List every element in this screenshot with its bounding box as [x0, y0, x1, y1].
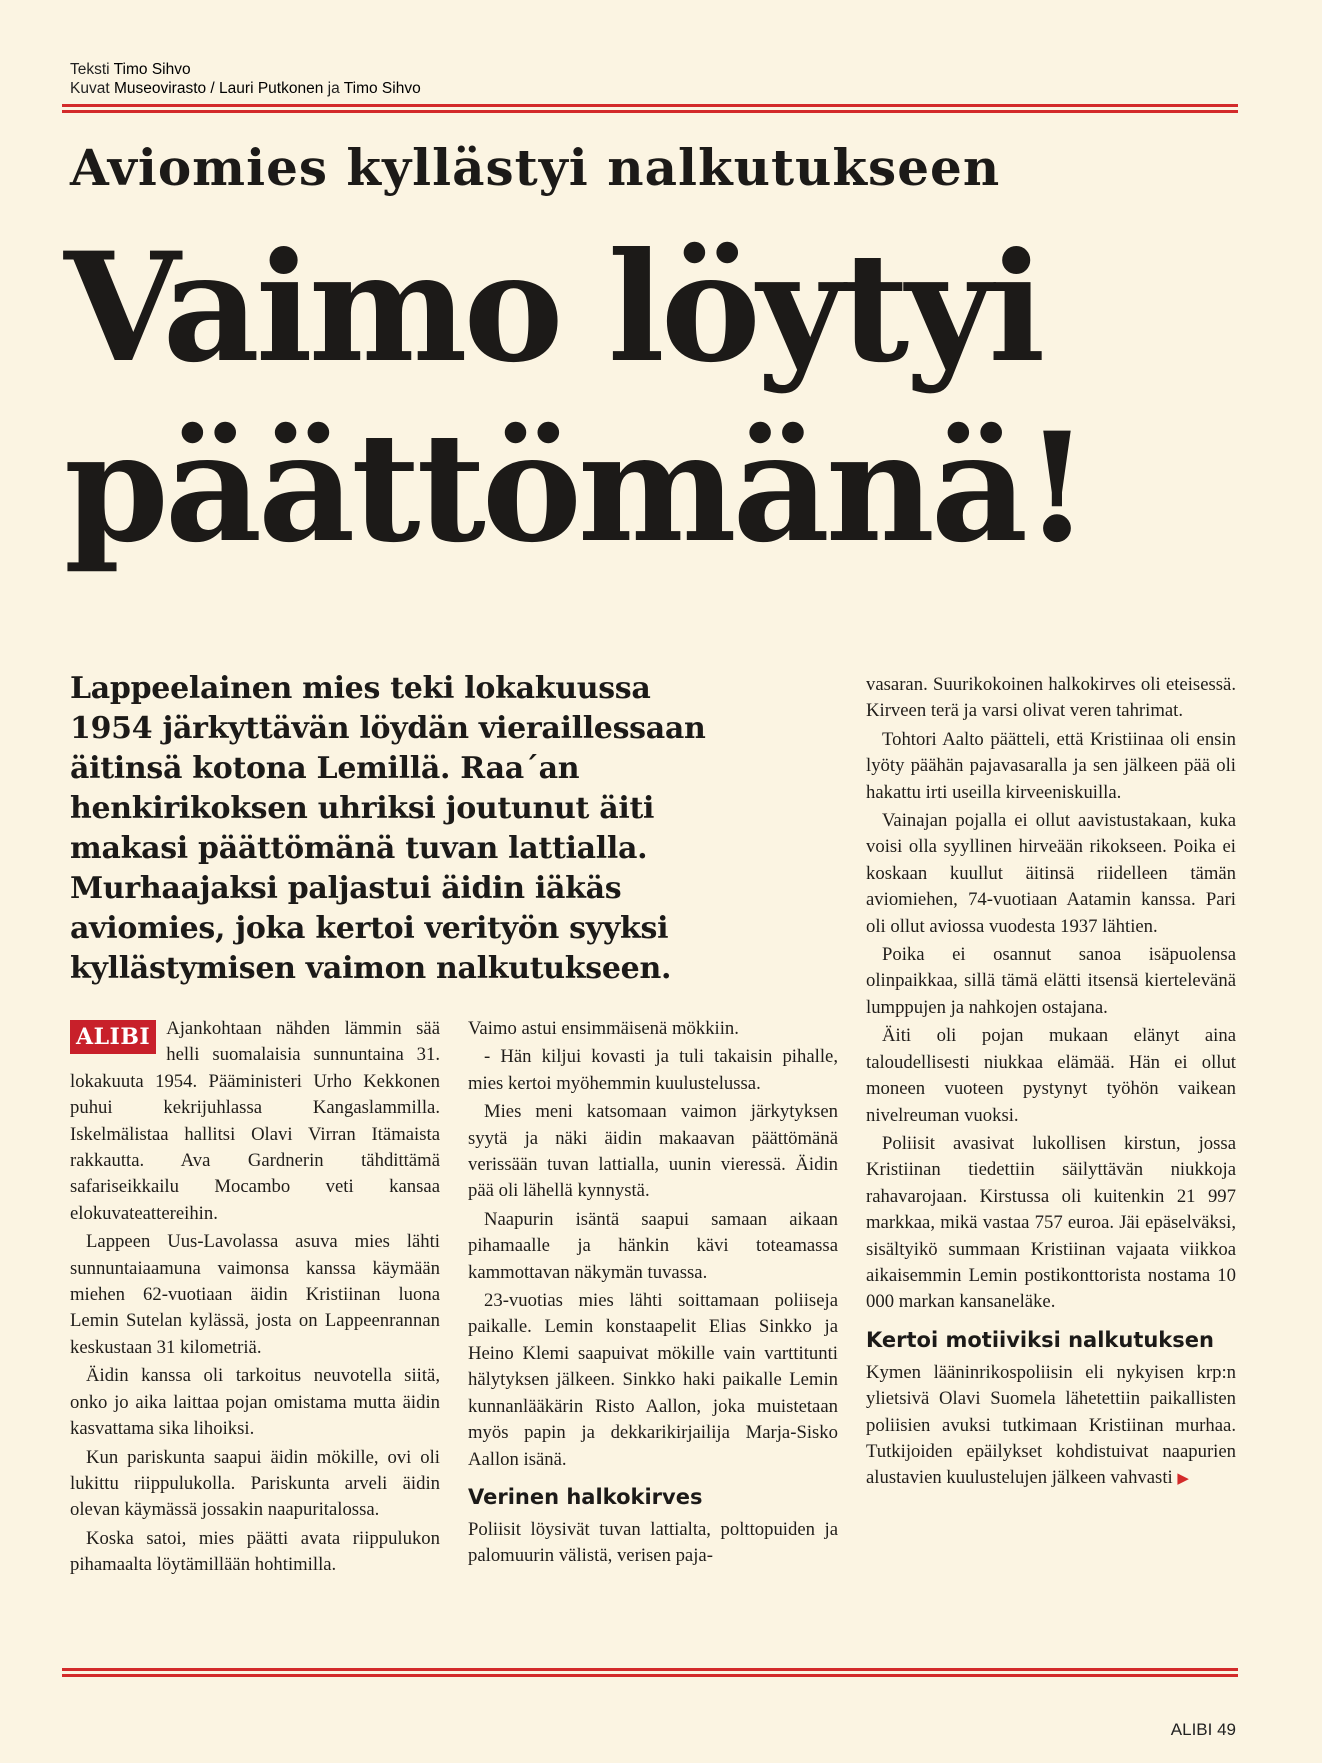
lead-paragraph [70, 669, 830, 989]
lead-line: aviomies, joka kertoi verityön syyksi [70, 911, 669, 946]
subheading-kertoi-motiiviksi: Kertoi motiiviksi nalkutuksen [866, 1327, 1214, 1352]
article-column-2 [468, 1016, 838, 1572]
text-credit-label: Teksti [70, 61, 110, 78]
alibi-logo: ALIBI [70, 1020, 156, 1054]
body-paragraph: Vainajan pojalla ei ollut aavistustakaan, kuka voisi olla syyllinen hirveään rikokseen. Poika ei koskaan kuullut äitinsä riidelleen tämän aviomiehen, 74-vuotiaan Aatamin kanssa. Pari oli ollut aviossa vuodesta 1937 lähtien. [866, 810, 1236, 937]
lead-line: makasi päättömänä tuvan lattialla. [70, 831, 648, 866]
continue-arrow-icon: ▶ [1177, 1471, 1189, 1488]
photo-author: Timo Sihvo [343, 80, 421, 97]
text-credit [70, 60, 421, 79]
lead-line: 1954 järkyttävän löydän vieraillessaan [70, 711, 706, 746]
headline [64, 218, 1264, 578]
body-paragraph: vasaran. Suurikokoinen halkokirves oli eteisessä. Kirveen terä ja varsi olivat veren tahrimat. [866, 674, 1236, 722]
body-paragraph: Mies meni katsomaan vaimon järkytyksen syytä ja näki äidin makaavan päättömänä verissään tuvan lattialla, uunin vieressä. Äidin pää oli lähellä kynnystä. [468, 1101, 838, 1202]
photo-credit [70, 79, 421, 98]
page-folio: ALIBI 49 [1170, 1720, 1236, 1739]
body-paragraph: Vaimo astui ensimmäisenä mökkiin. [468, 1018, 739, 1039]
body-paragraph: Naapurin isäntä saapui samaan aikaan pihamaalle ja hänkin kävi toteamassa kammottavan näkymän tuvassa. [468, 1208, 838, 1283]
body-paragraph: Lappeen Uus-Lavolassa asuva mies lähti sunnuntaiaamuna vaimonsa kanssa käymään miehen 62-vuotiaan äidin Kristiinan luona Lemin Sutelan kylässä, josta on Lappeenrannan keskustaan 31 kilometriä. [70, 1231, 440, 1358]
photo-source: Museovirasto / Lauri Putkonen [113, 80, 324, 97]
body-paragraph: Kun pariskunta saapui äidin mökille, ovi oli lukittu riippulukolla. Pariskunta arveli äidin olevan käymässä jossakin naapuritalossa. [70, 1446, 440, 1521]
text-author: Timo Sihvo [113, 61, 191, 78]
body-paragraph: Koska satoi, mies päätti avata riippulukon pihamaalta löytämillään hohtimilla. [70, 1527, 440, 1576]
article-column-3 [866, 672, 1236, 1495]
lead-line: kyllästymisen vaimon nalkutukseen. [70, 951, 672, 986]
bottom-rule [62, 1668, 1238, 1677]
headline-line-2: päättömänä! [64, 400, 1086, 576]
lead-line: Murhaajaksi paljastui äidin iäkäs [70, 871, 622, 906]
body-paragraph: Poliisit avasivat lukollisen kirstun, jossa Kristiinan tiedettiin säilyttävän niukkoja rahavarojaan. Kirstussa oli kuitenkin 21 997 markkaa, mikä vastaa 757 euroa. Jäi epäselväksi, sisältyikö summaan Kristiinan vajaata viikkoa aikaisemmin Lemin postikonttorista nostama 10 000 markan kansaneläke. [866, 1132, 1236, 1313]
body-paragraph: 23-vuotias mies lähti soittamaan poliiseja paikalle. Lemin konstaapelit Elias Sinkko ja Heino Klemi saapuivat mökille vain varttitunti hälytyksen jälkeen. Sinkko haki paikalle Lemin kunnanlääkärin Risto Aallon, joka muistetaan myös papin ja dekkarikirjailija Marja-Sisko Aallon isänä. [468, 1290, 838, 1470]
paragraph-text: Kymen lääninrikospoliisin eli nykyisen krp:n ylietsivä Olavi Suomela lähetettiin paikallisten poliisien avuksi tutkimaan Kristiinan murhaa. Tutkijoiden epäilykset kohdistuivat naapurien alustavien kuulustelujen jälkeen vahvasti [866, 1361, 1236, 1489]
body-paragraph [866, 1360, 1236, 1493]
photo-credit-label: Kuvat [70, 80, 110, 97]
body-paragraph [70, 1016, 440, 1227]
article-column-1 [70, 1016, 440, 1581]
subheading-verinen-halkokirves: Verinen halkokirves [468, 1484, 703, 1509]
body-paragraph: Tohtori Aalto päätteli, että Kristiinaa oli ensin lyöty päähän pajavasaralla ja sen jälkeen pää oli hakattu irti useilla kirveeniskuilla. [866, 728, 1236, 803]
paragraph-text: Ajankohtaan nähden lämmin sää helli suomalaisia sunnuntaina 31. lokakuuta 1954. Pääministeri Urho Kekkonen puhui kekrijuhlassa Kangaslammilla. Iskelmälistaa hallitsi Olavi Virran Itämaista rakkautta. Ava Gardnerin tähdittämä safariseikkailu Mocambo veti kansaa elokuvateattereihin. [70, 1018, 440, 1224]
body-paragraph: Äiti oli pojan mukaan elänyt aina taloudellisesti niukkaa elämää. Hän ei ollut moneen vuoteen pystynyt työhön vaikean nivelreuman vuoksi. [866, 1025, 1236, 1126]
lead-line: henkirikoksen uhriksi joutunut äiti [70, 791, 655, 826]
body-paragraph: - Hän kiljui kovasti ja tuli takaisin pihalle, mies kertoi myöhemmin kuulustelussa. [468, 1046, 838, 1094]
kicker: Aviomies kyllästyi nalkutukseen [70, 138, 1001, 197]
body-paragraph: Poliisit löysivät tuvan lattialta, polttopuiden ja palomuurin välistä, verisen paja- [468, 1518, 838, 1567]
body-paragraph: Äidin kanssa oli tarkoitus neuvotella siitä, onko jo aika laittaa pojan omistama mutta äidin kasvattama sika lihoiksi. [70, 1365, 440, 1440]
headline-line-1: Vaimo löytyi [64, 220, 1042, 396]
lead-line: äitinsä kotona Lemillä. Raa´an [70, 751, 580, 786]
top-rule [62, 104, 1238, 113]
credits [70, 60, 421, 98]
lead-line: Lappeelainen mies teki lokakuussa [70, 671, 651, 706]
photo-credit-and: ja [327, 80, 340, 97]
body-paragraph: Poika ei osannut sanoa isäpuolensa olinpaikkaa, sillä tämä elätti itsensä kiertelevänä lumppujen ja nahkojen ostajana. [866, 944, 1236, 1018]
